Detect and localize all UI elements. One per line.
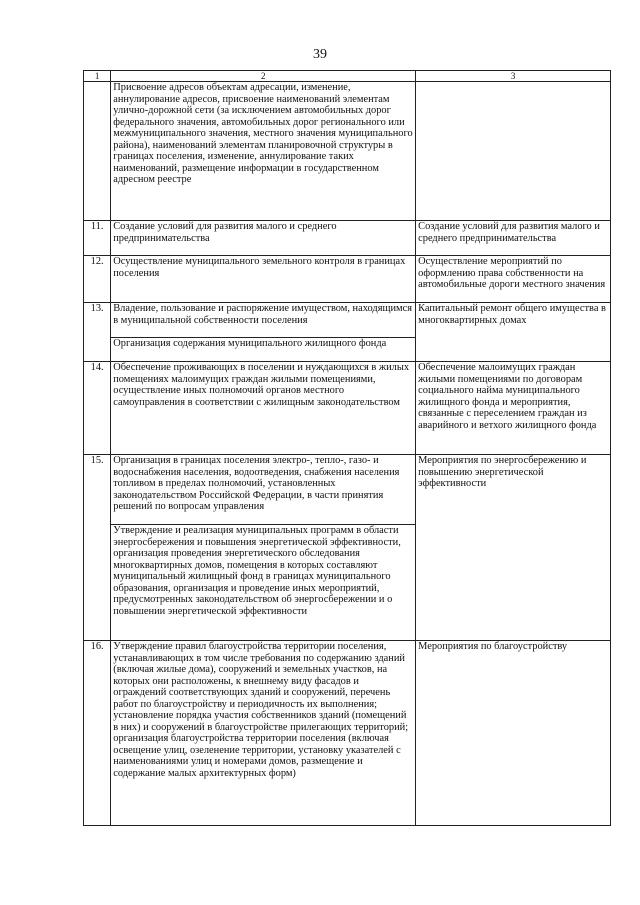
powers-cell: Утверждение и реализация муниципальных программ в области энергосбережения и повышения энергетической эффективности, организация проведения энергетического обследования многоквартирных домов, помещения в которых составляют муниципальный жилищный фонд в границах муниципального образования, организация и проведение иных мероприятий, предусмотренных законодательством об энергосбережении и о повышении энергетической эффективности	[111, 525, 416, 641]
expense-cell: Создание условий для развития малого и среднего предпринимательства	[416, 221, 611, 256]
expense-cell: Капитальный ремонт общего имущества в многоквартирных домах	[416, 303, 611, 362]
row-number: 16.	[84, 641, 111, 826]
powers-cell: Осуществление муниципального земельного контроля в границах поселения	[111, 256, 416, 303]
table-row	[84, 641, 611, 826]
row-number	[84, 82, 111, 221]
powers-cell: Обеспечение проживающих в поселении и нуждающихся в жилых помещениях малоимущих граждан жилыми помещениями, осуществление иных полномочий органов местного самоуправления в соответствии с жилищным законодательством	[111, 362, 416, 455]
page-number: 39	[313, 47, 327, 62]
row-number: 15.	[84, 455, 111, 641]
expense-cell: Мероприятия по энергосбережению и повышению энергетической эффективности	[416, 455, 611, 641]
table-row	[84, 221, 611, 256]
table-row	[84, 256, 611, 303]
row-number: 13.	[84, 303, 111, 362]
table-row	[84, 362, 611, 455]
powers-cell: Организация содержания муниципального жилищного фонда	[111, 338, 416, 362]
header-col-3: 3	[416, 71, 611, 82]
powers-cell: Создание условий для развития малого и среднего предпринимательства	[111, 221, 416, 256]
table-header-row	[84, 71, 611, 82]
table-row	[84, 82, 611, 221]
expense-cell: Обеспечение малоимущих граждан жилыми помещениями по договорам социального найма муниципального жилищного фонда и мероприятия, связанные с переселением граждан из аварийного и ветхого жилищного фонда	[416, 362, 611, 455]
expense-cell	[416, 82, 611, 221]
expense-cell: Мероприятия по благоустройству	[416, 641, 611, 826]
powers-cell: Присвоение адресов объектам адресации, изменение, аннулирование адресов, присвоение наименований элементам улично-дорожной сети (за исключением автомобильных дорог федерального значения, автомобильных дорог регионального или межмуниципального значения, местного значения муниципального района), наименований элементам планировочной структуры в границах поселения, изменение, аннулирование таких наименований, размещение информации в государственном адресном реестре	[111, 82, 416, 221]
powers-cell: Утверждение правил благоустройства территории поселения, устанавливающих в том числе требования по содержанию зданий (включая жилые дома), сооружений и земельных участков, на которых они расположены, к внешнему виду фасадов и ограждений соответствующих зданий и сооружений, перечень работ по благоустройству и периодичность их выполнения; установление порядка участия собственников зданий (помещений в них) и сооружений в благоустройстве прилегающих территорий; организация благоустройства территории поселения (включая освещение улиц, озеленение территории, установку указателей с наименованиями улиц и номерами домов, размещение и содержание малых архитектурных форм)	[111, 641, 416, 826]
table-row	[84, 303, 611, 338]
table-row	[84, 455, 611, 525]
row-number: 14.	[84, 362, 111, 455]
expense-cell: Осуществление мероприятий по оформлению права собственности на автомобильные дороги местного значения	[416, 256, 611, 303]
powers-cell: Владение, пользование и распоряжение имуществом, находящимся в муниципальной собственности поселения	[111, 303, 416, 338]
row-number: 12.	[84, 256, 111, 303]
header-col-1: 1	[84, 71, 111, 82]
powers-cell: Организация в границах поселения электро-, тепло-, газо- и водоснабжения населения, водоотведения, снабжения населения топливом в пределах полномочий, установленных законодательством Российской Федерации, в части принятия решений по вопросам управления	[111, 455, 416, 525]
row-number: 11.	[84, 221, 111, 256]
header-col-2: 2	[111, 71, 416, 82]
powers-table	[83, 70, 611, 826]
